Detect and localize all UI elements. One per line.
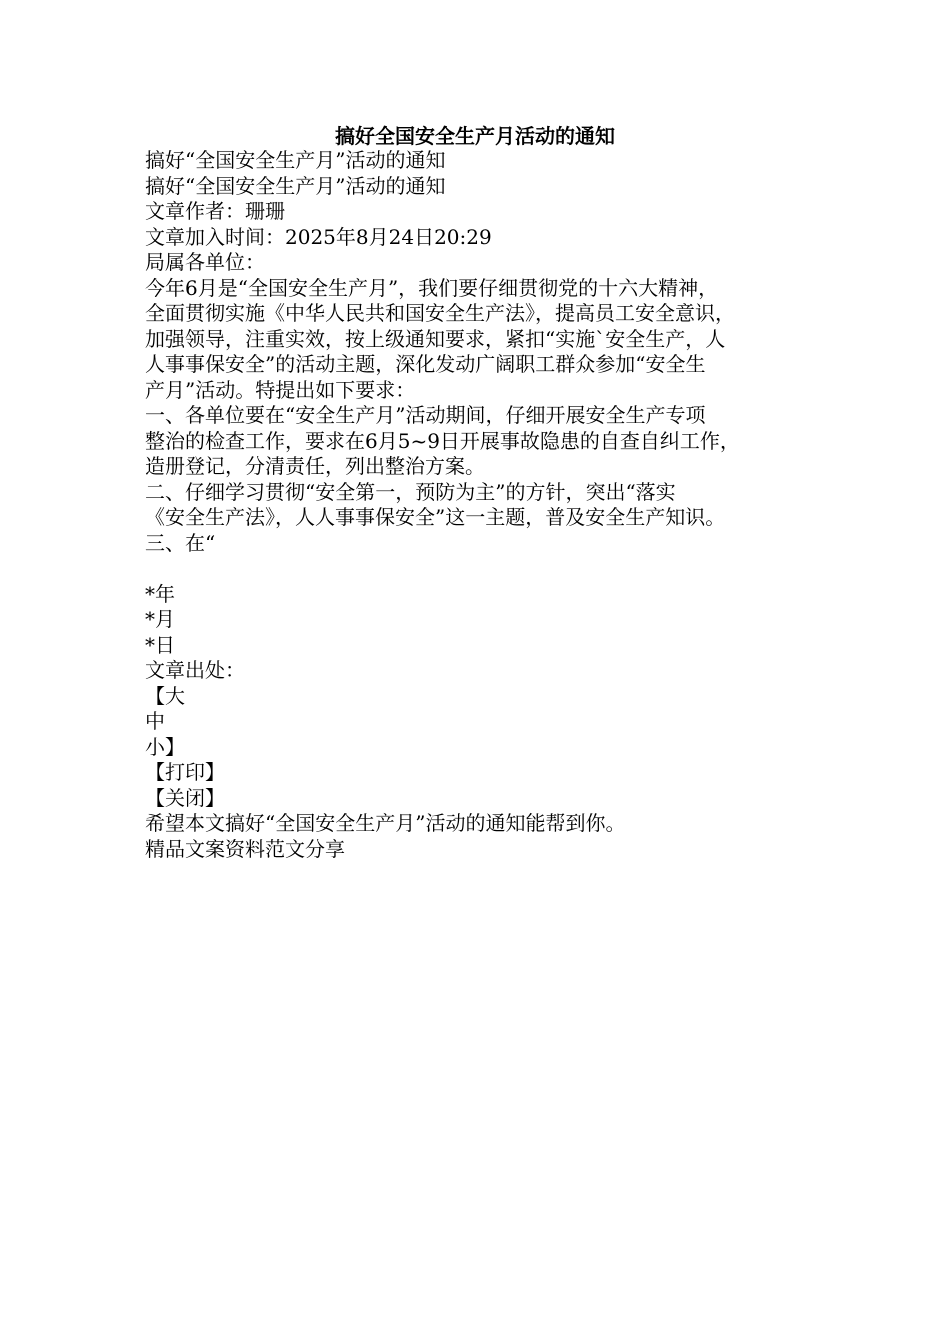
- item-1-line: 整治的检查工作，要求在6月5~9日开展事故隐患的自查自纠工作，: [145, 428, 740, 453]
- date-year: *年: [145, 581, 175, 606]
- intro-line: 今年6月是“全国安全生产月”，我们要仔细贯彻党的十六大精神，: [145, 275, 719, 300]
- item-1-line: 一、各单位要在“安全生产月”活动期间，仔细开展安全生产专项: [145, 403, 706, 427]
- intro-line: 产月”活动。特提出如下要求：: [145, 377, 416, 402]
- article-added-time: 文章加入时间：2025年8月24日20:29: [145, 224, 492, 249]
- article-source: 文章出处：: [145, 658, 245, 682]
- closing-note: 希望本文搞好“全国安全生产月”活动的通知能帮到你。: [145, 811, 626, 835]
- font-size-medium-link[interactable]: 中: [145, 709, 165, 733]
- font-size-large-link[interactable]: 【大: [145, 683, 185, 708]
- print-link[interactable]: 【打印】: [145, 760, 225, 784]
- intro-line: 人事事保安全”的活动主题，深化发动广阔职工群众参加“安全生: [145, 352, 706, 376]
- intro-line: 加强领导，注重实效，按上级通知要求，紧扣“实施`安全生产，人: [145, 326, 726, 351]
- article-author: 文章作者：珊珊: [145, 199, 285, 223]
- salutation: 局属各单位：: [145, 250, 265, 274]
- item-1-line: 造册登记，分清责任，列出整治方案。: [145, 454, 485, 478]
- article-heading-1: 搞好“全国安全生产月”活动的通知: [145, 148, 446, 172]
- date-day: *日: [145, 632, 175, 657]
- item-2-line: 二、仔细学习贯彻“安全第一，预防为主”的方针，突出“落实: [145, 479, 676, 504]
- font-size-small-link[interactable]: 小】: [145, 734, 185, 759]
- document-body: [145, 148, 810, 862]
- document-title: 搞好全国安全生产月活动的通知: [335, 124, 615, 148]
- item-3-line: 三、在“: [145, 530, 216, 555]
- blank-line: [145, 556, 810, 582]
- intro-line: 全面贯彻实施《中华人民共和国安全生产法》，提高员工安全意识，: [145, 301, 735, 325]
- date-month: *月: [145, 607, 175, 631]
- footer-text: 精品文案资料范文分享: [145, 836, 345, 861]
- article-heading-2: 搞好“全国安全生产月”活动的通知: [145, 173, 446, 198]
- close-link[interactable]: 【关闭】: [145, 785, 225, 810]
- item-2-line: 《安全生产法》，人人事事保安全”这一主题，普及安全生产知识。: [145, 505, 726, 529]
